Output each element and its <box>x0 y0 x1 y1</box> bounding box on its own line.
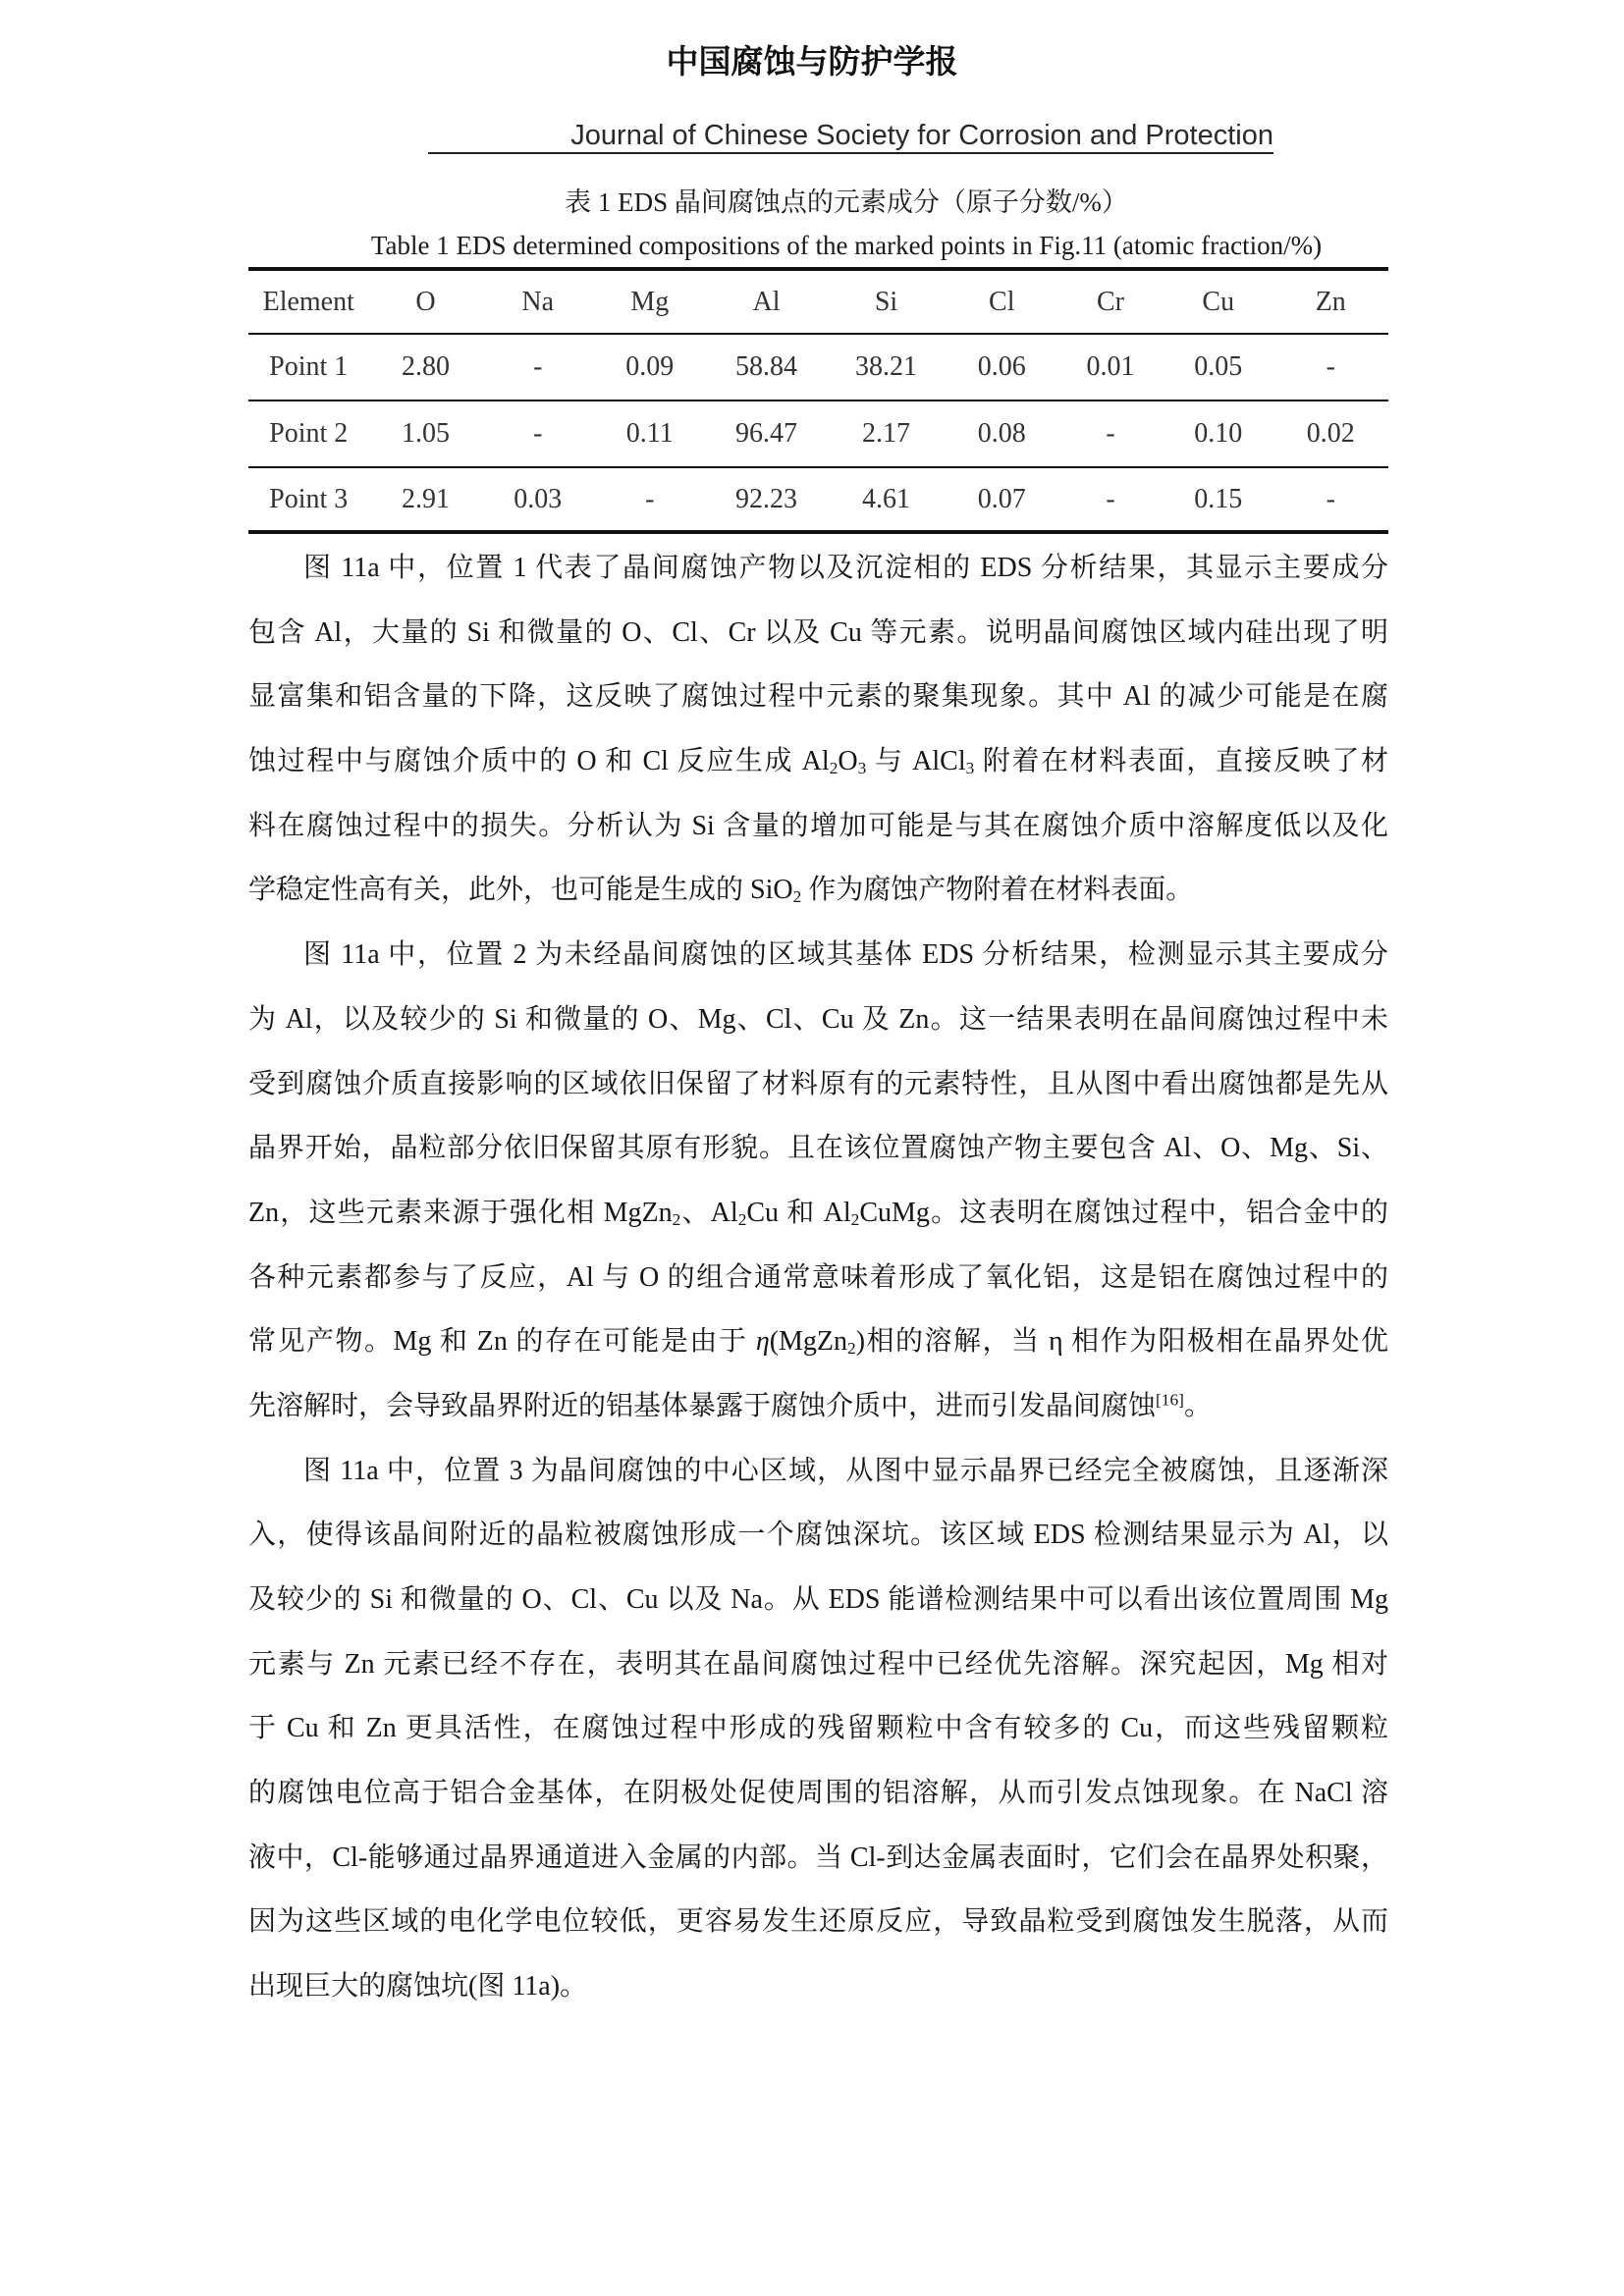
body-paragraph-1 <box>248 536 1388 923</box>
line-text: 附着在材料表面，直接反映了材 <box>974 746 1388 777</box>
journal-title-cn: 中国腐蚀与防护学报 <box>666 42 958 80</box>
table-header-cell: Si <box>874 286 898 317</box>
table-cell: 0.01 <box>1086 351 1135 382</box>
paragraph-line: 及较少的 Si 和微量的 O、Cl、Cu 以及 Na。从 EDS 能谱检测结果中可以看出该位置周围 Mg <box>248 1584 1388 1615</box>
table-header-cell: O <box>415 286 436 317</box>
table-header-cell: Mg <box>630 286 670 317</box>
line-text: )相的溶解，当 η 相作为阳极相在晶界处优 <box>855 1326 1388 1358</box>
subscript: 2 <box>792 887 802 907</box>
table-cell: 0.11 <box>625 418 674 449</box>
paragraph-line: 料在腐蚀过程中的损失。分析认为 Si 含量的增加可能是与其在腐蚀介质中溶解度低以及化 <box>248 810 1388 841</box>
table-cell: - <box>645 483 655 514</box>
table-cell: - <box>1106 483 1115 514</box>
table-cell: - <box>1326 483 1335 514</box>
line-text: O <box>838 746 858 777</box>
line-text: 蚀过程中与腐蚀介质中的 O 和 Cl 反应生成 Al <box>248 746 830 777</box>
paragraph-line <box>248 729 1388 794</box>
table-header-cell: Element <box>262 286 354 317</box>
table-cell: 0.02 <box>1306 418 1355 449</box>
table-row <box>248 335 1388 401</box>
italic-eta-symbol: η <box>755 1326 770 1358</box>
line-text: 常见产物。Mg 和 Zn 的存在可能是由于 <box>248 1326 756 1358</box>
table-cell: 92.23 <box>735 483 797 514</box>
table-cell: 0.15 <box>1194 483 1243 514</box>
table-cell: 96.47 <box>735 418 797 449</box>
paragraph-line <box>248 1309 1388 1374</box>
table-header-cell: Na <box>521 286 555 317</box>
table-cell: - <box>1106 418 1115 449</box>
table-cell: 0.08 <box>977 418 1026 449</box>
journal-title-en: Journal of Chinese Society for Corrosion and Protection <box>428 119 1273 154</box>
paragraph-line: 各种元素都参与了反应，Al 与 O 的组合通常意味着形成了氧化铝，这是铝在腐蚀过程中的 <box>248 1261 1388 1293</box>
line-text: 。 <box>1183 1390 1212 1421</box>
eds-composition-table <box>248 267 1388 534</box>
table-cell: 0.05 <box>1194 351 1243 382</box>
line-text: Zn，这些元素来源于强化相 MgZn <box>248 1197 673 1228</box>
paragraph-line: 的腐蚀电位高于铝合金基体，在阴极处促使周围的铝溶解，从而引发点蚀现象。在 NaCl 溶 <box>248 1778 1388 1809</box>
table-row <box>248 468 1388 534</box>
line-text: 作为腐蚀产物附着在材料表面。 <box>801 875 1194 906</box>
table-cell: - <box>533 351 543 382</box>
table-header-cell: Cr <box>1097 286 1124 317</box>
table-cell: 38.21 <box>855 351 917 382</box>
table-cell: 58.84 <box>735 351 797 382</box>
table-cell: 0.10 <box>1194 418 1243 449</box>
paragraph-line: 元素与 Zn 元素已经不存在，表明其在晶间腐蚀过程中已经优先溶解。深究起因，Mg 相对 <box>248 1648 1388 1680</box>
paragraph-line: 包含 Al，大量的 Si 和微量的 O、Cl、Cr 以及 Cu 等元素。说明晶间腐蚀区域内硅出现了明 <box>248 616 1388 648</box>
paragraph-line: 显富集和铝含量的下降，这反映了腐蚀过程中元素的聚集现象。其中 Al 的减少可能是在腐 <box>248 681 1388 713</box>
row-label-cell: Point 2 <box>269 418 349 449</box>
table-cell: 0.09 <box>625 351 675 382</box>
table-cell: 4.61 <box>862 483 910 514</box>
subscript: 2 <box>847 1339 856 1359</box>
body-paragraph-2 <box>248 923 1388 1439</box>
paragraph-line: 出现巨大的腐蚀坑(图 11a)。 <box>248 1971 588 2002</box>
table-header-cell: Cl <box>989 286 1015 317</box>
subscript: 2 <box>672 1209 681 1229</box>
paragraph-line: 入，使得该晶间附近的晶粒被腐蚀形成一个腐蚀深坑。该区域 EDS 检测结果显示为 Al，以 <box>248 1520 1388 1551</box>
table-cell: 0.03 <box>514 483 563 514</box>
row-label-cell: Point 3 <box>269 483 349 514</box>
table-header-row <box>248 267 1388 335</box>
paragraph-line: 因为这些区域的电化学电位较低，更容易发生还原反应，导致晶粒受到腐蚀发生脱落，从而 <box>248 1906 1388 1938</box>
table-header-cell: Cu <box>1202 286 1235 317</box>
line-text: 学稳定性高有关，此外，也可能是生成的 SiO <box>248 875 793 906</box>
table-caption-cn: 表 1 EDS 晶间腐蚀点的元素成分（原子分数/%） <box>565 187 1128 217</box>
paragraph-line: 为 Al，以及较少的 Si 和微量的 O、Mg、Cl、Cu 及 Zn。这一结果表明在晶间腐蚀过程中未 <box>248 1003 1388 1035</box>
subscript: 2 <box>850 1209 860 1229</box>
table-row <box>248 401 1388 468</box>
subscript: 3 <box>857 758 867 777</box>
paragraph-line: 于 Cu 和 Zn 更具活性，在腐蚀过程中形成的残留颗粒中含有较多的 Cu，而这些残留颗粒 <box>248 1713 1388 1744</box>
paragraph-line <box>248 858 1388 923</box>
line-text: CuMg。这表明在腐蚀过程中，铝合金中的 <box>859 1197 1388 1228</box>
citation-superscript: [16] <box>1156 1390 1184 1410</box>
paragraph-line <box>248 1181 1388 1246</box>
table-cell: 2.17 <box>862 418 910 449</box>
table-cell: - <box>1326 351 1335 382</box>
row-label-cell: Point 1 <box>269 351 349 382</box>
line-text: 与 AlCl <box>866 746 966 777</box>
table-cell: 1.05 <box>402 418 450 449</box>
subscript: 2 <box>737 1209 747 1229</box>
paragraph-line: 晶界开始，晶粒部分依旧保留其原有形貌。且在该位置腐蚀产物主要包含 Al、O、Mg、Si、 <box>248 1133 1388 1164</box>
line-text: Cu 和 Al <box>746 1197 851 1228</box>
body-paragraph-3 <box>248 1439 1388 2019</box>
paragraph-line: 图 11a 中，位置 1 代表了晶间腐蚀产物以及沉淀相的 EDS 分析结果，其显示主要成分 <box>303 553 1388 583</box>
table-caption-en: Table 1 EDS determined compositions of the marked points in Fig.11 (atomic fraction/%) <box>370 231 1323 260</box>
table-header-cell: Zn <box>1315 286 1346 317</box>
subscript: 2 <box>829 758 839 777</box>
table-cell: - <box>533 418 543 449</box>
line-text: (MgZn <box>769 1326 848 1358</box>
table-header-cell: Al <box>752 286 781 317</box>
table-cell: 2.91 <box>402 483 450 514</box>
paragraph-line: 液中，Cl-能够通过晶界通道进入金属的内部。当 Cl-到达金属表面时，它们会在晶界处积聚， <box>248 1842 1388 1873</box>
paragraph-line: 图 11a 中，位置 3 为晶间腐蚀的中心区域，从图中显示晶界已经完全被腐蚀，且逐渐深 <box>303 1455 1388 1486</box>
paragraph-line: 图 11a 中，位置 2 为未经晶间腐蚀的区域其基体 EDS 分析结果，检测显示其主要成分 <box>303 939 1388 971</box>
line-text: 先溶解时，会导致晶界附近的铝基体暴露于腐蚀介质中，进而引发晶间腐蚀 <box>248 1390 1157 1421</box>
line-text: 、Al <box>680 1197 738 1228</box>
table-cell: 0.06 <box>977 351 1026 382</box>
paragraph-line: 受到腐蚀介质直接影响的区域依旧保留了材料原有的元素特性，且从图中看出腐蚀都是先从 <box>248 1068 1388 1099</box>
subscript: 3 <box>965 758 975 777</box>
paragraph-line <box>248 1374 1388 1439</box>
table-cell: 0.07 <box>977 483 1026 514</box>
article-body <box>248 536 1388 2019</box>
table-cell: 2.80 <box>402 351 450 382</box>
